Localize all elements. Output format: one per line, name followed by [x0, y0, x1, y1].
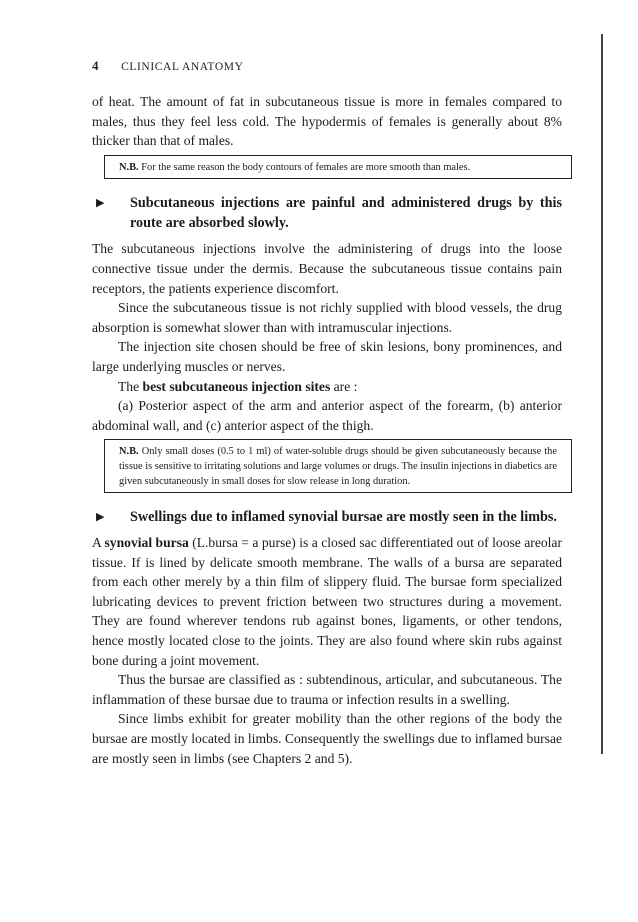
note-box-small-doses: [104, 439, 572, 493]
text-run: are :: [330, 378, 358, 394]
key-point-synovial-bursae: [92, 507, 562, 527]
triangle-bullet-icon: ▶: [96, 511, 105, 524]
key-point-subcutaneous-injections: [92, 193, 562, 233]
triangle-bullet-icon: ▶: [96, 197, 105, 210]
bold-term: best subcutaneous injection sites: [142, 378, 331, 394]
paragraph-injections-discomfort: The subcutaneous injections involve the administering of drugs into the loose connective tissue under the dermis. Because the subcutaneous tissue contains pain receptors, the patients experience discomfort.: [92, 241, 562, 296]
text-run: A: [92, 535, 105, 551]
paragraph-fat-in-females: of heat. The amount of fat in subcutaneous tissue is more in females compared to males, thus they feel less cold. The hypodermis of females is generally about 8% thicker than that of males.: [92, 94, 562, 149]
paragraph-synovial-bursa: [92, 533, 562, 670]
note-box-body-contours: [104, 155, 572, 180]
paragraph-bursae-classified: Thus the bursae are classified as : subtendinous, articular, and subcutaneous. The inflammation of these bursae due to trauma or infection results in a swelling.: [92, 672, 562, 707]
note-text: For the same reason the body contours of females are more smooth than males.: [138, 161, 471, 173]
paragraph-best-sites-list: (a) Posterior aspect of the arm and anterior aspect of the forearm, (b) anterior abdominal wall, and (c) anterior aspect of the thigh.: [92, 398, 562, 433]
key-point-text: Swellings due to inflamed synovial bursae are mostly seen in the limbs.: [130, 509, 557, 526]
note-label: N.B.: [119, 446, 139, 458]
paragraph-slow-absorption: Since the subcutaneous tissue is not richly supplied with blood vessels, the drug absorption is somewhat slower than with intramuscular injections.: [92, 300, 562, 335]
note-text: Only small doses (0.5 to 1 ml) of water-soluble drugs should be given subcutaneously because the tissue is sensitive to irritating solutions and large volumes or drugs. The insulin injections in diabetics are given subcutaneously in small doses for slow release in long duration.: [119, 446, 557, 487]
page-header: [92, 58, 243, 74]
paragraph-injection-site: The injection site chosen should be free of skin lesions, bony prominences, and large underlying muscles or nerves.: [92, 339, 562, 374]
key-point-text: Subcutaneous injections are painful and administered drugs by this route are absorbed slowly.: [130, 195, 562, 232]
bold-term: synovial bursa: [104, 535, 189, 551]
paragraph-limbs-mobility: Since limbs exhibit for greater mobility than the other regions of the body the bursae are mostly located in limbs. Consequently the swellings due to inflamed bursae are mostly seen in limbs (see Chapters 2 and 5).: [92, 711, 563, 766]
page-number: 4: [92, 58, 100, 73]
page-edge-line: [601, 34, 603, 754]
text-run: The: [118, 378, 143, 394]
paragraph-best-sites-heading: [92, 377, 562, 397]
page-content: [92, 92, 562, 768]
note-label: N.B.: [119, 161, 139, 173]
running-title: CLINICAL ANATOMY: [121, 61, 244, 73]
text-run: (L.bursa = a purse) is a closed sac differentiated out of loose areolar tissue. If is lined by delicate smooth membrane. The walls of a bursa are separated from each other merely by a thin film of slippery fluid. The bursae form specialized lubricating devices to prevent friction between two structures during a movement. They are found wherever tendons rub against bones, ligaments, or other tendons, hence mostly located close to the joints. They are also found where skin rubs against bone during a joint movement.: [92, 535, 562, 668]
